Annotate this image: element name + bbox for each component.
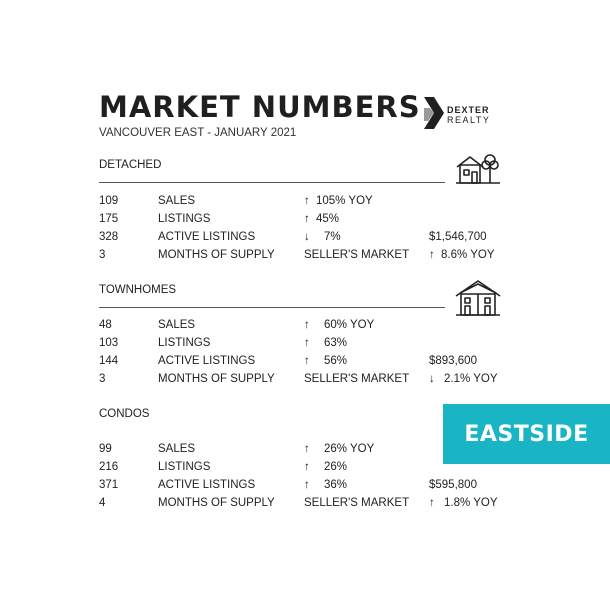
table-row [99, 355, 519, 371]
market-status: SELLER'S MARKET [304, 497, 410, 509]
count-value: 328 [99, 231, 119, 243]
down-arrow-icon: ↓ [304, 231, 310, 243]
up-arrow-icon: ↑ [304, 479, 310, 491]
count-value: 175 [99, 213, 119, 225]
metric-label: LISTINGS [158, 213, 211, 225]
table-row [99, 319, 519, 335]
metric-label: MONTHS OF SUPPLY [158, 373, 275, 385]
count-value: 3 [99, 373, 106, 385]
up-arrow-icon: ↑ [304, 213, 310, 225]
change-value: ↑ 56% [304, 355, 348, 367]
metric-label: SALES [158, 443, 196, 455]
price-value: $893,600 [429, 355, 477, 367]
up-arrow-icon: ↑ [304, 461, 310, 473]
change-value: ↑ 26% YOY [304, 443, 375, 455]
market-status: SELLER'S MARKET [304, 249, 410, 261]
logo-line-2: REALTY [447, 115, 491, 125]
change-value: ↑ 45% [304, 213, 340, 225]
price-change: ↓ 2.1% YOY [429, 373, 498, 385]
metric-label: MONTHS OF SUPPLY [158, 249, 275, 261]
price-value: $595,800 [429, 479, 477, 491]
up-arrow-icon: ↑ [429, 497, 435, 509]
market-status: SELLER'S MARKET [304, 373, 410, 385]
price-change: ↑ 1.8% YOY [429, 497, 498, 509]
table-row [99, 231, 519, 247]
change-value: ↑ 26% [304, 461, 348, 473]
table-row [99, 337, 519, 353]
change-value: ↑ 105% YOY [304, 195, 373, 207]
page-subtitle: VANCOUVER EAST - JANUARY 2021 [99, 127, 297, 139]
table-row [99, 195, 519, 211]
metric-label: ACTIVE LISTINGS [158, 479, 256, 491]
count-value: 216 [99, 461, 119, 473]
table-row [99, 249, 519, 265]
dexter-realty-logo [424, 96, 534, 132]
count-value: 144 [99, 355, 119, 367]
price-change: ↑ 8.6% YOY [429, 249, 495, 261]
up-arrow-icon: ↑ [304, 443, 310, 455]
section-divider [99, 307, 445, 308]
up-arrow-icon: ↑ [304, 319, 310, 331]
change-value: ↑ 63% [304, 337, 348, 349]
section-divider [99, 182, 445, 183]
count-value: 103 [99, 337, 119, 349]
count-value: 371 [99, 479, 119, 491]
count-value: 3 [99, 249, 106, 261]
change-value: ↓ 7% [304, 231, 341, 243]
table-row [99, 479, 519, 495]
section-title: DETACHED [99, 159, 162, 171]
section-title: TOWNHOMES [99, 284, 177, 296]
change-value: ↑ 36% [304, 479, 348, 491]
count-value: 109 [99, 195, 119, 207]
townhouse-icon [455, 278, 501, 318]
metric-label: LISTINGS [158, 461, 211, 473]
section-title: CONDOS [99, 408, 150, 420]
metric-label: MONTHS OF SUPPLY [158, 497, 275, 509]
count-value: 4 [99, 497, 106, 509]
metric-label: ACTIVE LISTINGS [158, 231, 256, 243]
price-value: $1,546,700 [429, 231, 487, 243]
metric-label: LISTINGS [158, 337, 211, 349]
logo-mark-icon [424, 96, 446, 130]
table-row [99, 497, 519, 513]
up-arrow-icon: ↑ [304, 355, 310, 367]
down-arrow-icon: ↓ [429, 373, 435, 385]
table-row [99, 373, 519, 389]
table-row [99, 213, 519, 229]
up-arrow-icon: ↑ [429, 249, 435, 261]
metric-label: ACTIVE LISTINGS [158, 355, 256, 367]
eastside-badge: EASTSIDE [443, 404, 610, 464]
count-value: 48 [99, 319, 112, 331]
metric-label: SALES [158, 319, 196, 331]
metric-label: SALES [158, 195, 196, 207]
change-value: ↑ 60% YOY [304, 319, 375, 331]
house-with-tree-icon [455, 150, 501, 186]
logo-wordmark [447, 105, 490, 125]
count-value: 99 [99, 443, 112, 455]
up-arrow-icon: ↑ [304, 337, 310, 349]
up-arrow-icon: ↑ [304, 195, 310, 207]
page-title: MARKET NUMBERS [99, 90, 421, 124]
logo-line-1: DEXTER [447, 105, 490, 115]
